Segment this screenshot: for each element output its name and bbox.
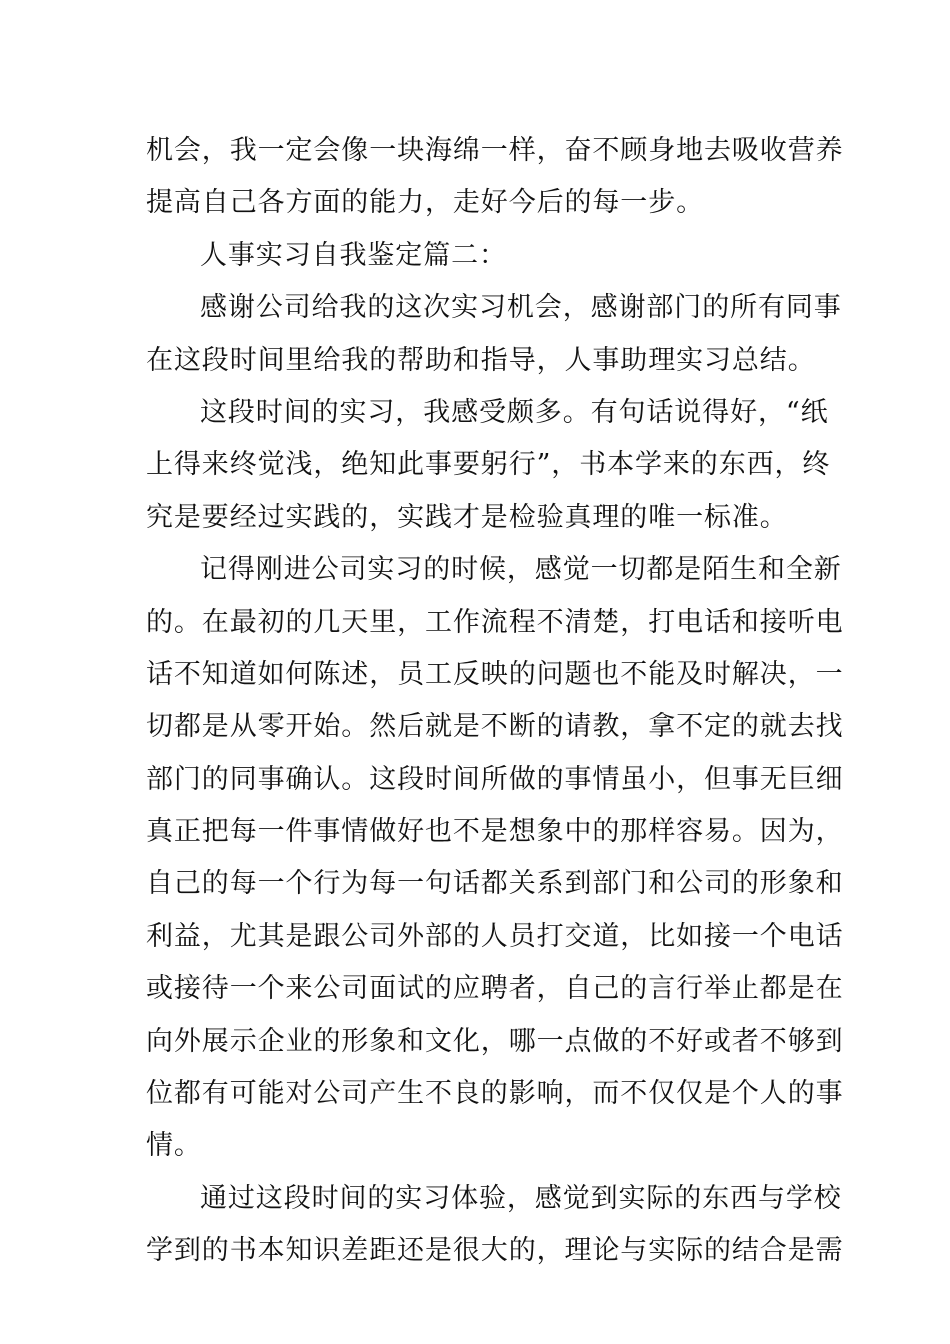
section-heading: 人事实习自我鉴定篇二： [200, 239, 507, 271]
text-line: 感谢公司给我的这次实习机会，感谢部门的所有同事 [200, 292, 842, 324]
text-line: 这段时间的实习，我感受颇多。有句话说得好，“纸 [200, 396, 829, 428]
text-line: 向外展示企业的形象和文化，哪一点做的不好或者不够到 [146, 1025, 844, 1057]
text-line: 利益，尤其是跟公司外部的人员打交道，比如接一个电话 [146, 920, 844, 952]
text-line: 或接待一个来公司面试的应聘者，自己的言行举止都是在 [146, 973, 844, 1005]
text-line: 学到的书本知识差距还是很大的，理论与实际的结合是需 [146, 1235, 844, 1267]
text-line: 切都是从零开始。然后就是不断的请教，拿不定的就去找 [146, 711, 844, 743]
text-line: 究是要经过实践的，实践才是检验真理的唯一标准。 [146, 501, 788, 533]
text-line: 记得刚进公司实习的时候，感觉一切都是陌生和全新 [200, 554, 842, 586]
text-line: 情。 [146, 1130, 202, 1162]
text-line: 真正把每一件事情做好也不是想象中的那样容易。因为， [146, 816, 844, 848]
text-line: 位都有可能对公司产生不良的影响，而不仅仅是个人的事 [146, 1078, 844, 1110]
text-line: 上得来终觉浅，绝知此事要躬行”，书本学来的东西，终 [146, 449, 831, 481]
text-line: 在这段时间里给我的帮助和指导，人事助理实习总结。 [146, 344, 816, 376]
text-line: 提高自己各方面的能力，走好今后的每一步。 [146, 187, 704, 219]
document-body [146, 125, 844, 1278]
text-line: 通过这段时间的实习体验，感觉到实际的东西与学校 [200, 1182, 842, 1214]
text-line: 的。在最初的几天里，工作流程不清楚，打电话和接听电 [146, 606, 844, 638]
text-line: 部门的同事确认。这段时间所做的事情虽小，但事无巨细 [146, 763, 844, 795]
text-line: 机会，我一定会像一块海绵一样，奋不顾身地去吸收营养 [146, 135, 844, 166]
text-line: 话不知道如何陈述，员工反映的问题也不能及时解决，一 [146, 658, 844, 690]
text-line: 自己的每一个行为每一句话都关系到部门和公司的形象和 [146, 868, 844, 900]
